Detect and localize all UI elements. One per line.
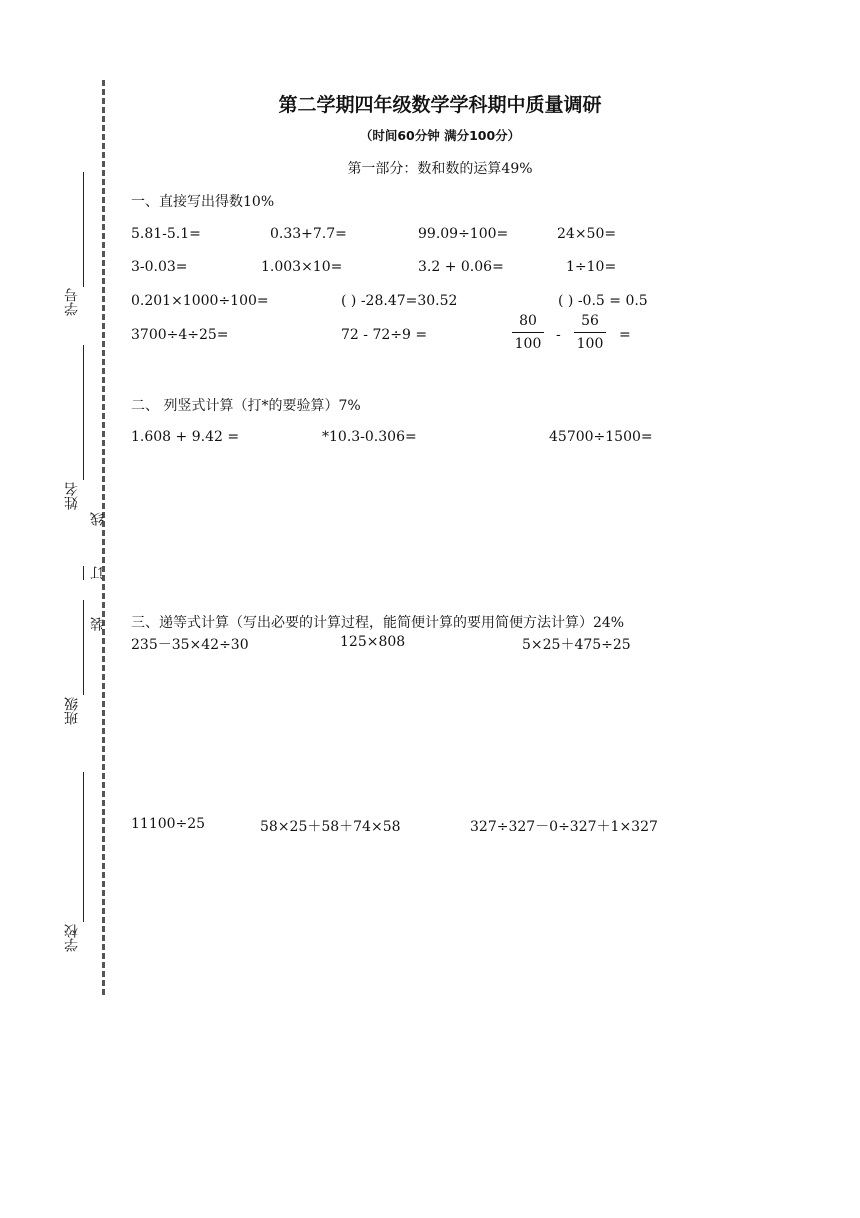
page-title: 第二学期四年级数学学科期中质量调研 (278, 94, 602, 116)
s1-problem: ( ) -28.47=30.52 (341, 293, 458, 309)
section2-heading: 二、 列竖式计算（打*的要验算）7% (131, 398, 361, 414)
fraction-numerator: 56 (574, 313, 606, 333)
section1-heading: 一、直接写出得数10% (131, 194, 275, 210)
s1-problem: 1.003×10= (261, 259, 343, 275)
class-underline (83, 600, 84, 695)
class-label: 班级 (64, 697, 80, 725)
s1-problem: 5.81-5.1= (131, 226, 201, 242)
s3-problem: 58×25＋58＋74×58 (260, 819, 401, 835)
binding-char-zhuang: 装 (90, 617, 106, 631)
fraction-numerator: 80 (512, 313, 544, 333)
student-no-label: 学号 (64, 288, 80, 316)
fraction-denominator: 100 (576, 336, 604, 352)
s3-problem: 5×25＋475÷25 (522, 637, 631, 653)
part-heading: 第一部分：数和数的运算49% (347, 161, 533, 177)
s3-problem: 125×808 (340, 634, 406, 650)
school-label: 学校 (64, 924, 80, 952)
name-label: 姓名 (64, 482, 80, 510)
s2-problem: *10.3-0.306= (322, 429, 417, 445)
page-subtitle: （时间60分钟 满分100分） (359, 128, 521, 143)
s1-problem: 24×50= (557, 226, 617, 242)
s1-problem: 99.09÷100= (418, 226, 509, 242)
student-no-underline (83, 172, 84, 287)
s1-problem: 3700÷4÷25= (131, 327, 229, 343)
s3-problem: 327÷327－0÷327＋1×327 (470, 819, 658, 835)
school-underline (83, 772, 84, 922)
s2-problem: 1.608 + 9.42 = (131, 429, 240, 445)
s3-problem: 235－35×42÷30 (131, 637, 249, 653)
binding-underline-a (83, 566, 84, 580)
equals-sign: = (619, 327, 631, 343)
s1-problem: 0.201×1000÷100= (131, 293, 269, 309)
s2-problem: 45700÷1500= (549, 429, 653, 445)
fraction-80-100 (512, 313, 544, 352)
name-underline (83, 345, 84, 480)
s1-problem: ( ) -0.5 = 0.5 (558, 293, 648, 309)
s1-problem: 3-0.03= (131, 259, 188, 275)
binding-char-line: 线 (90, 512, 106, 526)
s1-problem: 0.33+7.7= (270, 226, 347, 242)
minus-sign: - (556, 327, 561, 343)
s1-problem: 1÷10= (566, 259, 617, 275)
section3-heading: 三、递等式计算（写出必要的计算过程，能简便计算的要用简便方法计算）24% (131, 615, 625, 631)
fraction-denominator: 100 (514, 336, 542, 352)
s3-problem: 11100÷25 (131, 816, 206, 832)
s1-problem: 3.2 + 0.06= (418, 259, 504, 275)
binding-dashed-line (102, 80, 105, 995)
binding-char-ding: 订 (90, 566, 106, 580)
fraction-56-100 (574, 313, 606, 352)
s1-problem: 72 - 72÷9 = (341, 327, 428, 343)
